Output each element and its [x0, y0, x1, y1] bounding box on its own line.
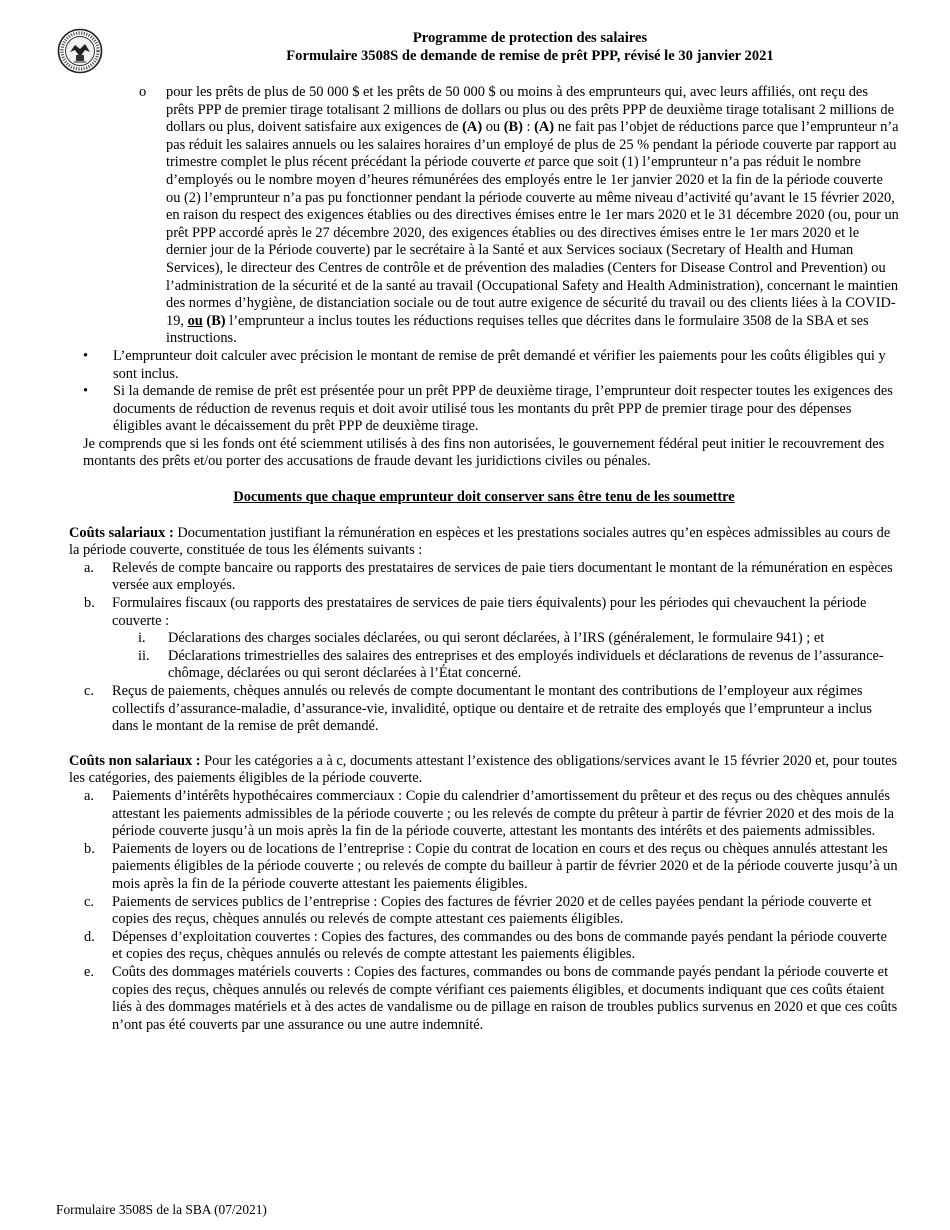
form-footer: Formulaire 3508S de la SBA (07/2021) — [56, 1202, 267, 1217]
list-marker: a. — [84, 787, 94, 804]
list-marker: b. — [84, 595, 95, 612]
bullet-text: Si la demande de remise de prêt est présentée pour un prêt PPP de deuxième tirage, l’emprunteur doit respecter toutes les exigences des documents de réduction de revenus requis et doit avoir utilisé tous les montants du prêt PPP de premier tirage pour des dépenses éligibles avant le décaissement du prêt PPP de deuxième tirage. — [113, 383, 893, 435]
list-item-text: Paiements d’intérêts hypothécaires commerciaux : Copie du calendrier d’amortissement du prêteur et des reçus ou des chèques annulés attestant les paiements admissibles de la période couverte ; ou les relevés de compte du prêteur à partir de février 2020 et des mois de la période couverte jusqu’à un mois après la fin de la période couverte, attestant les montants des intérêts et des paiements admissibles. — [112, 787, 895, 840]
payroll-costs-label: Coûts salariaux : — [69, 524, 174, 541]
nonpayroll-costs-paragraph — [69, 753, 899, 788]
list-item-text: Reçus de paiements, chèques annulés ou relevés de compte documentant le montant des contributions de l’employeur aux régimes collectifs d’assurance-maladie, d’assurance-vie, invalidité, optique ou dentaire et de retraite des employés que l’emprunteur a inclus dans le montant de la remise de prêt demandé. — [112, 683, 873, 735]
nonpayroll-item-a — [69, 788, 899, 841]
circle-bullet-marker: o — [139, 84, 147, 100]
payroll-subitem-ii — [69, 648, 899, 683]
sub-list-item — [69, 84, 899, 348]
payroll-item-c — [69, 683, 899, 736]
roman-marker: i. — [138, 630, 146, 647]
list-item-text: Dépenses d’exploitation couvertes : Copies des factures, des commandes ou des bons de commande payés pendant la période couverte et copies des reçus, chèques annulés ou relevés de compte attestant les paiements éligibles. — [112, 928, 887, 963]
program-title: Programme de protection des salaires — [412, 30, 648, 46]
bullet-item — [69, 348, 899, 383]
payroll-item-b — [69, 595, 899, 630]
form-content — [69, 84, 899, 1034]
nonpayroll-item-c — [69, 894, 899, 929]
list-marker: c. — [84, 893, 94, 910]
list-marker: c. — [84, 683, 94, 699]
payroll-costs-paragraph — [69, 525, 899, 560]
payroll-subitem-i — [69, 630, 899, 648]
bullet-text: L’emprunteur doit calculer avec précision le montant de remise de prêt demandé et vérifier les paiements pour les coûts éligibles qui y sont inclus. — [113, 347, 886, 382]
sub-item-text: pour les prêts de plus de 50 000 $ et les prêts de 50 000 $ ou moins à des emprunteurs qui, avec leurs affiliés, ont reçu des prêts PPP de premier tirage totalisant 2 millions de dollars ou plus ou des prêts PPP de deuxième tirage totalisant 2 millions de dollars ou plus, doivent satisfaire aux exigences de (A) ou (B) : (A) ne fait pas l’objet de réductions parce que l’emprunteur n’a pas réduit les salaires annuels ou les salaires horaires d’un employé de plus de 25 % pendant la période couverte par rapport au trimestre complet le plus récent précédant la période couverte et parce que soit (1) l’emprunteur n’a pas réduit le nombre d’employés ou le nombre moyen d’heures rémunérées des employés entre le 1er janvier 2020 et la fin de la période couverte ou (2) l’emprunteur n’a pas pu fonctionner pendant la période couverte au même niveau d’activité qu’avant le 15 février 2020, en raison du respect des exigences établies ou des directives émises entre le 1er mars 2020 et le 31 décembre 2020 (ou, pour un prêt PPP accordé après le 27 décembre 2020, des exigences établies ou des directives émises entre le 1er mars 2020 et le dernier jour de la Période couverte) par le secrétaire à la Santé et aux Services sociaux (Secretary of Health and Human Services), le directeur des Centres de contrôle et de prévention des maladies (Centers for Disease Control and Prevention) ou l’administration de la sécurité et de la santé au travail (Occupational Safety and Health Administration), concernant le maintien des normes d’hygiène, de distanciation sociale ou de tout autre exigence de sécurité du travail ou des clients liées à la COVID-19, ou (B) l’emprunteur a inclus toutes les réductions requises telles que décrites dans le formulaire 3508 de la SBA et ses instructions. — [166, 84, 899, 347]
list-item-text: Coûts des dommages matériels couverts : Copies des factures, commandes ou bons de commande payés pendant la période couverte et copies des reçus, chèques annulés ou relevés de compte vérifiant ces paiements éligibles, et documents indiquant que ces coûts étaient liés à des dommages matériels et à des actes de vandalisme ou de pillage en raison de troubles publics survenus en 2020 et que ces coûts n’ont pas été couverts par une assurance ou une autre indemnité. — [112, 963, 898, 1033]
payroll-item-a — [69, 560, 899, 595]
list-marker: d. — [84, 928, 95, 945]
nonpayroll-item-e — [69, 964, 899, 1034]
nonpayroll-costs-label: Coûts non salariaux : — [69, 752, 201, 769]
certification-statement: Je comprends que si les fonds ont été sciemment utilisés à des fins non autorisées, le gouvernement fédéral peut initier le recouvrement des montants des prêts et/ou porter des accusations de fraude devant les juridictions civiles ou pénales. — [83, 435, 885, 470]
nonpayroll-item-d — [69, 929, 899, 964]
payroll-costs-intro: Documentation justifiant la rémunération en espèces et les prestations sociales autres qu’en espèces admissibles au cours de la période couverte, constituée de tous les éléments suivants : — [69, 524, 891, 559]
sba-seal-logo — [57, 28, 103, 74]
form-title: Formulaire 3508S de demande de remise de prêt PPP, révisé le 30 janvier 2021 — [286, 48, 774, 64]
list-item-text: Formulaires fiscaux (ou rapports des prestataires de services de paie tiers équivalents) pour les périodes qui chevauchent la période couverte : — [112, 595, 867, 629]
list-marker: e. — [84, 963, 94, 980]
list-item-text: Paiements de loyers ou de locations de l’entreprise : Copie du contrat de location en cours et des reçus ou chèques annulés attestant les paiements éligibles de la période couverte ; ou relevés de compte du bailleur à partir de février 2020 et de la période couverte jusqu’à un mois après la fin de la période couverte attestant les paiements éligibles. — [112, 840, 898, 892]
list-marker: b. — [84, 840, 95, 857]
list-item-text: Déclarations des charges sociales déclarées, ou qui seront déclarées, à l’IRS (généralement, le formulaire 941) ; et — [168, 630, 825, 647]
roman-marker: ii. — [138, 647, 150, 664]
section-title: Documents que chaque emprunteur doit conserver sans être tenu de les soumettre — [233, 489, 735, 506]
list-item-text: Paiements de services publics de l’entreprise : Copies des factures de février 2020 et de celles payées pendant la période couverte et copies des reçus, chèques annulés ou relevés de compte attestant ces paiements éligibles. — [112, 893, 872, 928]
list-item-text: Relevés de compte bancaire ou rapports des prestataires de services de paie tiers documentant le montant de la rémunération en espèces versée aux employés. — [112, 559, 893, 594]
nonpayroll-item-b — [69, 841, 899, 894]
form-header — [130, 29, 930, 65]
nonpayroll-costs-intro: Pour les catégories a à c, documents attestant l’existence des obligations/services avant le 15 février 2020 et, pour toutes les catégories, des paiements éligibles de la période couverte. — [69, 752, 898, 787]
bullet-marker: • — [83, 383, 89, 400]
sba-seal-icon — [57, 28, 103, 74]
bullet-item — [69, 383, 899, 436]
bullet-marker: • — [83, 347, 89, 364]
list-item-text: Déclarations trimestrielles des salaires des entreprises et des employés individuels et déclarations de revenus de l’assurance-chômage, déclarées ou qui seront déclarées à l’État concerné. — [168, 647, 884, 682]
list-marker: a. — [84, 559, 94, 576]
